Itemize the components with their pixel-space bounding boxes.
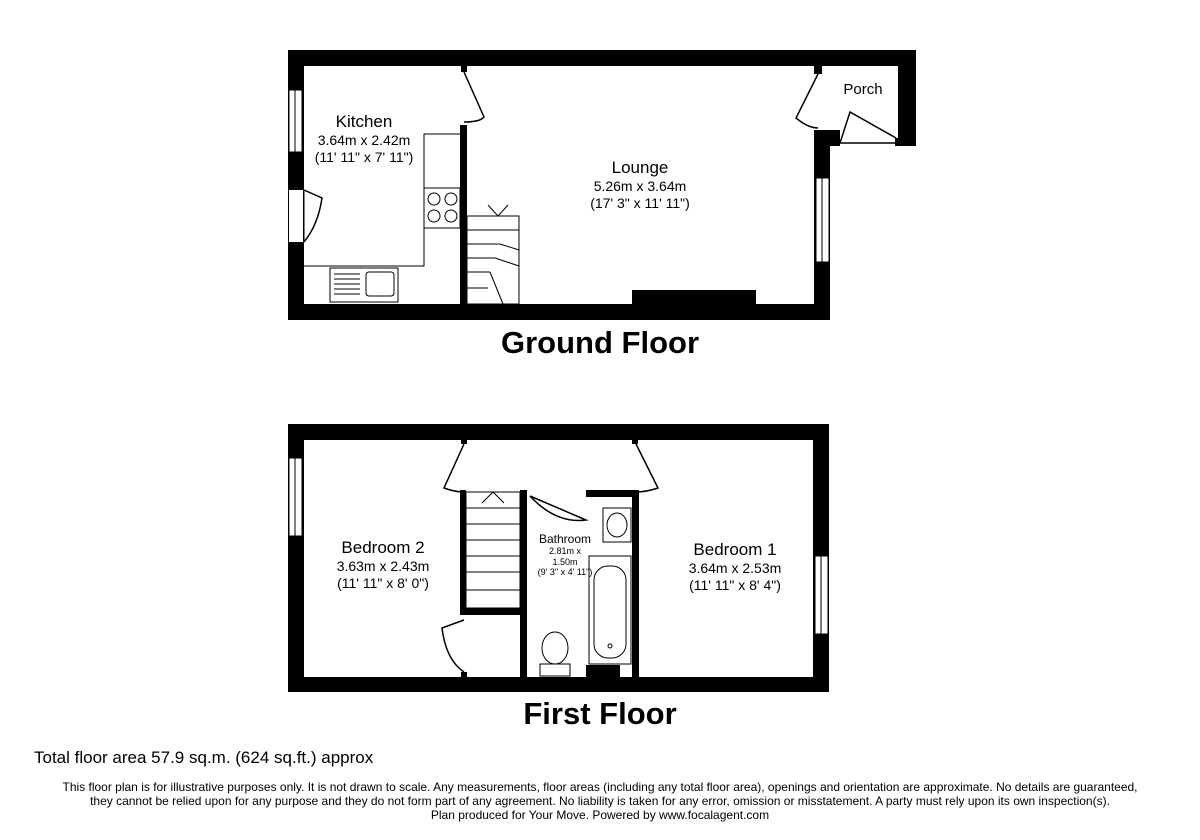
bathroom-wall-top [586, 490, 639, 497]
disclaimer-line: they cannot be relied upon for any purpose and they do not form part of any agreement. No liability is taken for any error, omission or misstatement. A party must rely upon its own inspection(s). [90, 794, 1110, 808]
bedroom2-door [444, 444, 464, 492]
room-name: Lounge [611, 158, 669, 177]
room-bedroom1 [655, 540, 815, 594]
bedroom2-lower-door [442, 620, 464, 672]
room-name: Bathroom [538, 532, 592, 546]
room-metric: 5.26m x 3.64m [593, 178, 687, 195]
room-name: Bedroom 1 [693, 540, 777, 559]
ff-stub [461, 436, 467, 444]
hob-ring [445, 193, 457, 205]
bath-plug [608, 644, 612, 648]
ff-stub3 [461, 672, 467, 680]
room-metric: 3.64m x 2.42m [317, 132, 411, 149]
ff-wall-top [288, 424, 829, 440]
sink-bowl [366, 272, 394, 296]
basin-bowl [607, 513, 627, 537]
porch-outer-door [840, 112, 896, 143]
lounge-hearth [632, 290, 756, 306]
room-imperial: (11' 11" x 8' 0") [337, 575, 429, 592]
room-metric: 3.63m x 2.43m [336, 558, 430, 575]
porch-wall-bottom [814, 130, 840, 146]
room-metric-2: 1.50m [552, 556, 578, 567]
kitchen-door-gap [289, 190, 303, 242]
total-floor-area: Total floor area 57.9 sq.m. (624 sq.ft.) approx [34, 748, 374, 767]
porch-wall-stub [895, 138, 916, 146]
toilet-bowl [542, 632, 568, 664]
gf-staircase [467, 205, 519, 304]
bedroom1-door [636, 444, 658, 492]
porch-inner-door [796, 74, 818, 128]
porch-wall-right [898, 50, 916, 146]
stairwell-bottom [460, 608, 526, 615]
room-metric: 3.64m x 2.53m [688, 560, 782, 577]
room-name: Kitchen [335, 112, 393, 131]
kitchen-lounge-door [464, 72, 484, 122]
stairwell-wall-right [520, 490, 527, 680]
bathroom-wall-bottom [586, 665, 620, 679]
room-imperial: (17' 3" x 11' 11") [590, 195, 690, 212]
disclaimer [20, 780, 1180, 822]
room-imperial: (11' 11" x 8' 4") [689, 577, 781, 594]
room-name: Porch [843, 81, 883, 98]
room-kitchen [304, 112, 424, 166]
hob-ring [445, 210, 457, 222]
room-bedroom2 [310, 538, 456, 592]
kitchen-sink [330, 268, 398, 302]
disclaimer-line: This floor plan is for illustrative purposes only. It is not drawn to scale. Any measurements, floor areas (including any total floor area), openings and orientation are approximate. No details are guaranteed, [62, 780, 1138, 794]
bathroom-door [530, 496, 586, 521]
room-lounge [560, 158, 720, 212]
bathroom-wall-right [632, 490, 639, 680]
ff-staircase [466, 492, 520, 608]
gf-partition-stub [461, 62, 467, 72]
stairwell-wall [460, 490, 466, 610]
hob-ring [428, 193, 440, 205]
room-metric: 2.81m x [548, 546, 581, 557]
room-bathroom [527, 532, 603, 577]
room-imperial: (9' 3" x 4' 11") [537, 567, 593, 578]
disclaimer-line: Plan produced for Your Move. Powered by www.focalagent.com [430, 808, 770, 822]
ff-wall-bottom [288, 677, 829, 692]
room-imperial: (11' 11" x 7' 11") [314, 149, 414, 166]
hob-ring [428, 210, 440, 222]
toilet-cistern [540, 664, 570, 676]
gf-partition [460, 125, 467, 310]
first-floor-title: First Floor [523, 696, 677, 731]
ff-stub2 [632, 436, 638, 444]
ground-floor-title: Ground Floor [500, 325, 700, 360]
kitchen-door-swing [304, 190, 322, 242]
gf-wall-bottom [288, 304, 829, 320]
gf-partition-stub2 [814, 62, 822, 74]
room-name: Bedroom 2 [341, 538, 425, 557]
room-porch [834, 81, 892, 99]
